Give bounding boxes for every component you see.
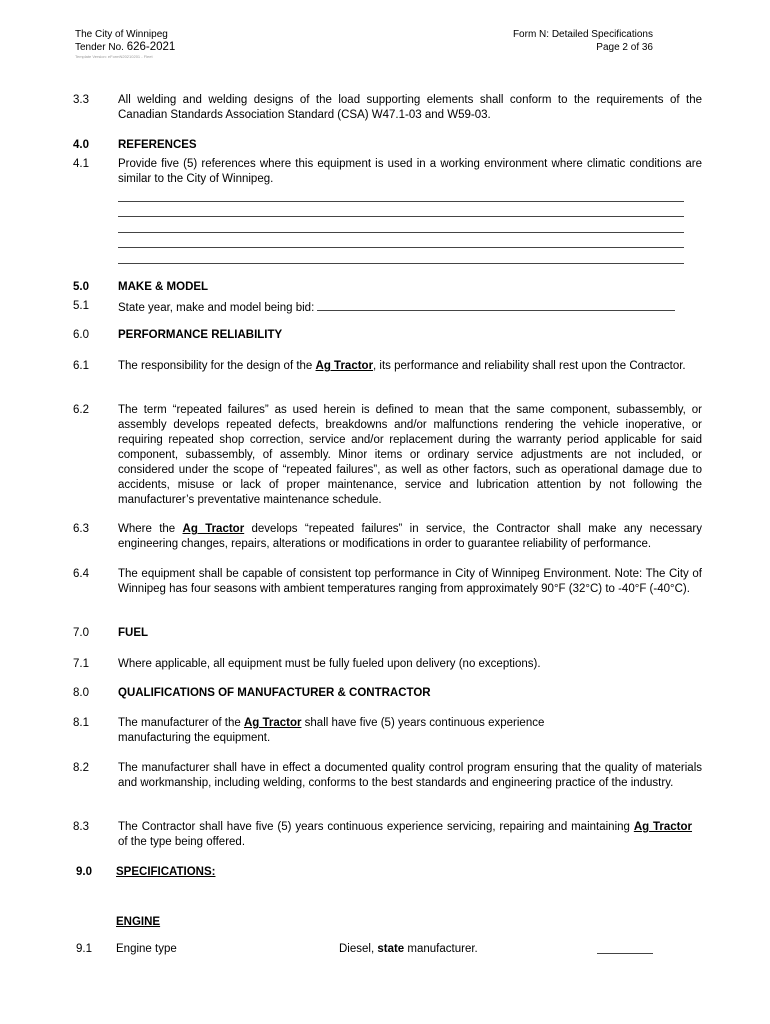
make-model-label: State year, make and model being bid: [118, 302, 315, 314]
section-number: 8.3 [73, 821, 89, 833]
text-run: develops “repeated failures” in service, the Contractor shall make any necessary engineering changes, repairs, alterations or modifications in order to guarantee reliability of performance. [118, 523, 702, 550]
engine-type-label: Engine type [116, 943, 177, 955]
section-text [118, 716, 598, 746]
section-number: 4.1 [73, 158, 89, 170]
equipment-name: Ag Tractor [633, 821, 693, 833]
section-heading: MAKE & MODEL [118, 281, 209, 293]
reference-line-1[interactable] [118, 201, 684, 202]
section-text [118, 299, 702, 316]
equipment-name: Ag Tractor [182, 523, 245, 535]
section-text [118, 359, 702, 374]
text-run: Diesel, [339, 943, 378, 955]
tender-number: 626-2021 [126, 41, 176, 53]
equipment-name: Ag Tractor [315, 360, 374, 372]
section-number: 6.3 [73, 523, 89, 535]
reference-line-3[interactable] [118, 232, 684, 233]
section-heading: PERFORMANCE RELIABILITY [118, 329, 283, 341]
section-number: 8.2 [73, 762, 89, 774]
text-run: Where the [118, 523, 183, 535]
tender-label: Tender No. [75, 42, 124, 53]
section-heading: REFERENCES [118, 139, 197, 151]
text-run: , its performance and reliability shall rest upon the Contractor. [373, 360, 686, 372]
section-text: Provide five (5) references where this equipment is used in a working environment where climatic conditions are similar to the City of Winnipeg. [118, 158, 702, 185]
section-number: 3.3 [73, 94, 89, 106]
section-number: 5.0 [73, 281, 89, 293]
template-version: Template Version: eFormN20210201 - Fleet [75, 54, 153, 59]
text-run-bold: state [377, 943, 405, 955]
section-number: 7.1 [73, 658, 89, 670]
reference-line-4[interactable] [118, 247, 684, 248]
section-text [118, 820, 692, 850]
section-number: 5.1 [73, 300, 89, 312]
page-number: Page 2 of 36 [596, 42, 653, 53]
text-run: The manufacturer of the [118, 717, 244, 729]
section-text: Where applicable, all equipment must be fully fueled upon delivery (no exceptions). [118, 658, 541, 670]
make-model-field[interactable] [317, 299, 675, 311]
section-number: 6.2 [73, 404, 89, 416]
section-number: 6.1 [73, 360, 89, 372]
section-number: 9.1 [76, 943, 92, 955]
section-text: All welding and welding designs of the load supporting elements shall conform to the requirements of the Canadian Standards Association Standard (CSA) W47.1-03 and W59-03. [118, 94, 702, 121]
section-text [118, 522, 702, 552]
section-number: 8.0 [73, 687, 89, 699]
section-text: The equipment shall be capable of consistent top performance in City of Winnipeg Environment. Note: The City of Winnipeg has four seasons with ambient temperatures ranging from approximately 90°F (32°C) to -40°F (-40°C). [118, 568, 702, 595]
engine-heading: ENGINE [116, 916, 161, 928]
header-left [75, 28, 175, 60]
equipment-name: Ag Tractor [243, 717, 302, 729]
text-run: shall have five (5) years continuous experience manufacturing the equipment. [118, 717, 545, 744]
text-run: The responsibility for the design of the [118, 360, 316, 372]
engine-type-response-field[interactable] [597, 942, 653, 954]
section-number: 4.0 [73, 139, 89, 151]
section-number: 6.4 [73, 568, 89, 580]
section-text: The term “repeated failures” as used herein is defined to mean that the same component, subassembly, or assembly develops repeated defects, breakdowns and/or malfunctions rendering the vehicle inoperative, or requiring repeated shop correction, service and/or replacement during the warranty period applicable for said component, subassembly, of assembly. Minor items or ordinary service adjustments are not included, or considered under the scope of “repeated failures”, as well as other factors, such as operational damage due to accidents, misuse or lack of proper maintenance, service and lubrication attention by not following the manufacturer’s preventative maintenance schedule. [118, 404, 702, 506]
text-run: of the type being offered. [118, 836, 246, 848]
text-run: manufacturer. [404, 943, 478, 955]
section-number: 8.1 [73, 717, 89, 729]
org-name: The City of Winnipeg [75, 29, 168, 40]
section-heading: QUALIFICATIONS OF MANUFACTURER & CONTRACTOR [118, 687, 431, 699]
reference-line-2[interactable] [118, 216, 684, 217]
section-number: 6.0 [73, 329, 89, 341]
reference-line-5[interactable] [118, 263, 684, 264]
section-heading: FUEL [118, 627, 149, 639]
form-title: Form N: Detailed Specifications [512, 29, 653, 40]
section-text: The manufacturer shall have in effect a documented quality control program ensuring that the quality of materials and workmanship, including welding, conforms to the best standards and engineering practice of the industry. [118, 762, 702, 789]
header-right [513, 28, 653, 54]
engine-type-requirement [339, 942, 478, 957]
section-heading: SPECIFICATIONS: [116, 866, 216, 878]
text-run: The Contractor shall have five (5) years continuous experience servicing, repairing and maintaining [118, 821, 634, 833]
tender-line [75, 41, 175, 54]
section-number: 9.0 [76, 866, 92, 878]
section-number: 7.0 [73, 627, 89, 639]
